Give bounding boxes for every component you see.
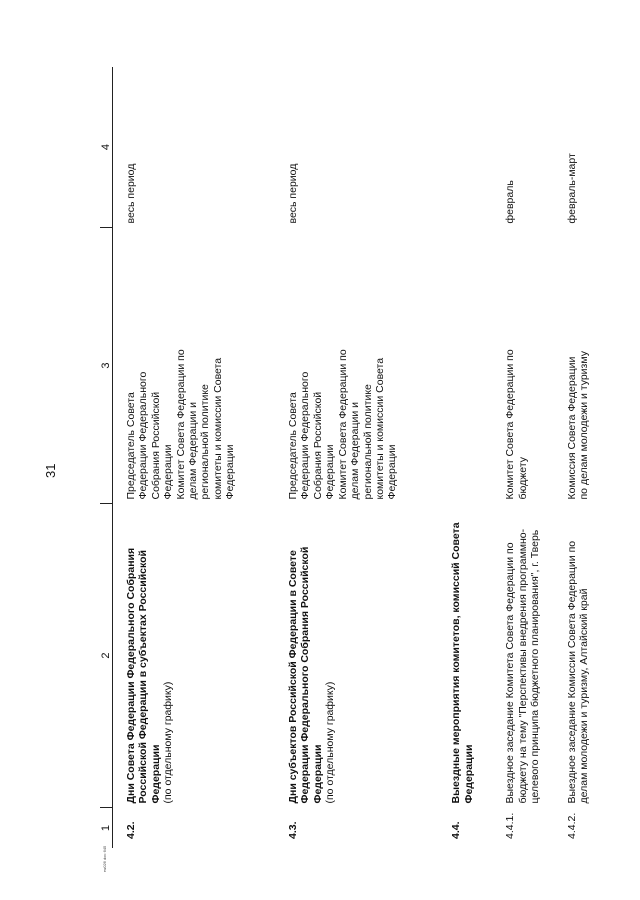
page-number: 31	[43, 463, 58, 478]
table-row	[486, 67, 557, 848]
responsible-line: бюджету	[516, 457, 529, 500]
table-row	[113, 67, 272, 848]
responsible-line: делам Федерации и	[349, 402, 362, 500]
item-text-line: Выездное заседание Комиссии Совета Федерации по	[565, 540, 578, 804]
item-description	[271, 504, 434, 808]
item-text-line: целевого принципа бюджетного планирования", г. Тверь	[529, 529, 542, 804]
item-description	[434, 504, 486, 808]
column-number: 2	[100, 504, 113, 808]
item-number: 4.4.2.	[565, 812, 578, 839]
responsible-line: Федерации	[324, 444, 337, 500]
responsible-line: Председатель Совета	[287, 392, 300, 500]
responsible-line: Федерации	[224, 444, 237, 500]
item-responsible	[486, 228, 557, 504]
responsible-line: Комиссия Совета Федерации	[565, 356, 578, 500]
item-title-line: Федерации Федерального Собрания Российской	[299, 546, 312, 804]
footer-code: rw026 doc 645	[102, 845, 107, 872]
item-period: февраль	[504, 180, 517, 224]
column-number: 1	[100, 808, 113, 849]
responsible-line: региональной политике	[361, 384, 374, 500]
responsible-line: по делам молодежи и туризму	[578, 351, 591, 500]
item-text-line: Выездное заседание Комитета Совета Федерации по	[504, 542, 517, 804]
item-period: весь период	[125, 163, 137, 224]
column-number: 4	[100, 67, 113, 228]
responsible-line: Федерации	[386, 444, 399, 500]
responsible-line: Комитет Совета Федерации по	[174, 349, 187, 500]
item-note: (по отдельному графику)	[324, 681, 337, 804]
item-responsible	[271, 228, 434, 504]
table-row	[271, 67, 434, 848]
table-row	[434, 67, 486, 848]
item-title-line: Дни субъектов Российской Федерации в Совете	[287, 550, 300, 804]
item-title-line: Выездные мероприятия комитетов, комиссий Совета	[450, 522, 463, 804]
item-number: 4.3.	[287, 821, 300, 839]
responsible-line: комитеты и комиссии Совета	[211, 357, 224, 500]
item-number: 4.2.	[125, 821, 137, 839]
item-description	[557, 504, 600, 808]
responsible-line: Комитет Совета Федерации по	[336, 349, 349, 500]
item-responsible	[434, 228, 486, 504]
item-title-line: Дни Совета Федерации Федерального Собрания	[125, 547, 137, 804]
item-title-line: Федерации	[149, 744, 162, 804]
responsible-line: Федерации	[162, 444, 175, 500]
column-number-row	[100, 67, 113, 848]
item-period: весь период	[287, 163, 300, 224]
item-note: (по отдельному графику)	[162, 681, 175, 804]
responsible-line: Федерации Федерального	[137, 371, 150, 500]
item-title-line: Федерации	[311, 744, 324, 804]
item-number: 4.4.1.	[504, 812, 517, 839]
item-title-line: Федерации	[462, 744, 475, 804]
table-row	[557, 67, 600, 848]
item-number: 4.4.	[450, 821, 463, 839]
column-number: 3	[100, 228, 113, 504]
item-period: февраль-март	[565, 153, 578, 224]
responsible-line: Комитет Совета Федерации по	[504, 349, 517, 500]
item-text-line: делам молодежи и туризму, Алтайский край	[578, 588, 591, 804]
item-responsible	[113, 228, 272, 504]
responsible-line: комитеты и комиссии Совета	[373, 357, 386, 500]
responsible-line: делам Федерации и	[187, 402, 200, 500]
responsible-line: Собрания Российской	[149, 391, 162, 500]
responsible-line: Председатель Совета	[125, 392, 137, 500]
responsible-line: региональной политике	[199, 384, 212, 500]
item-description	[486, 504, 557, 808]
item-title-line: Российской Федерации в субъектах Российской	[137, 549, 150, 804]
item-description	[113, 504, 272, 808]
item-text-line: бюджету на тему "Перспективы внедрения программно-	[516, 528, 529, 804]
plan-table	[100, 67, 600, 848]
item-period	[434, 67, 486, 228]
responsible-line: Собрания Российской	[311, 391, 324, 500]
responsible-line: Федерации Федерального	[299, 371, 312, 500]
item-responsible	[557, 228, 600, 504]
